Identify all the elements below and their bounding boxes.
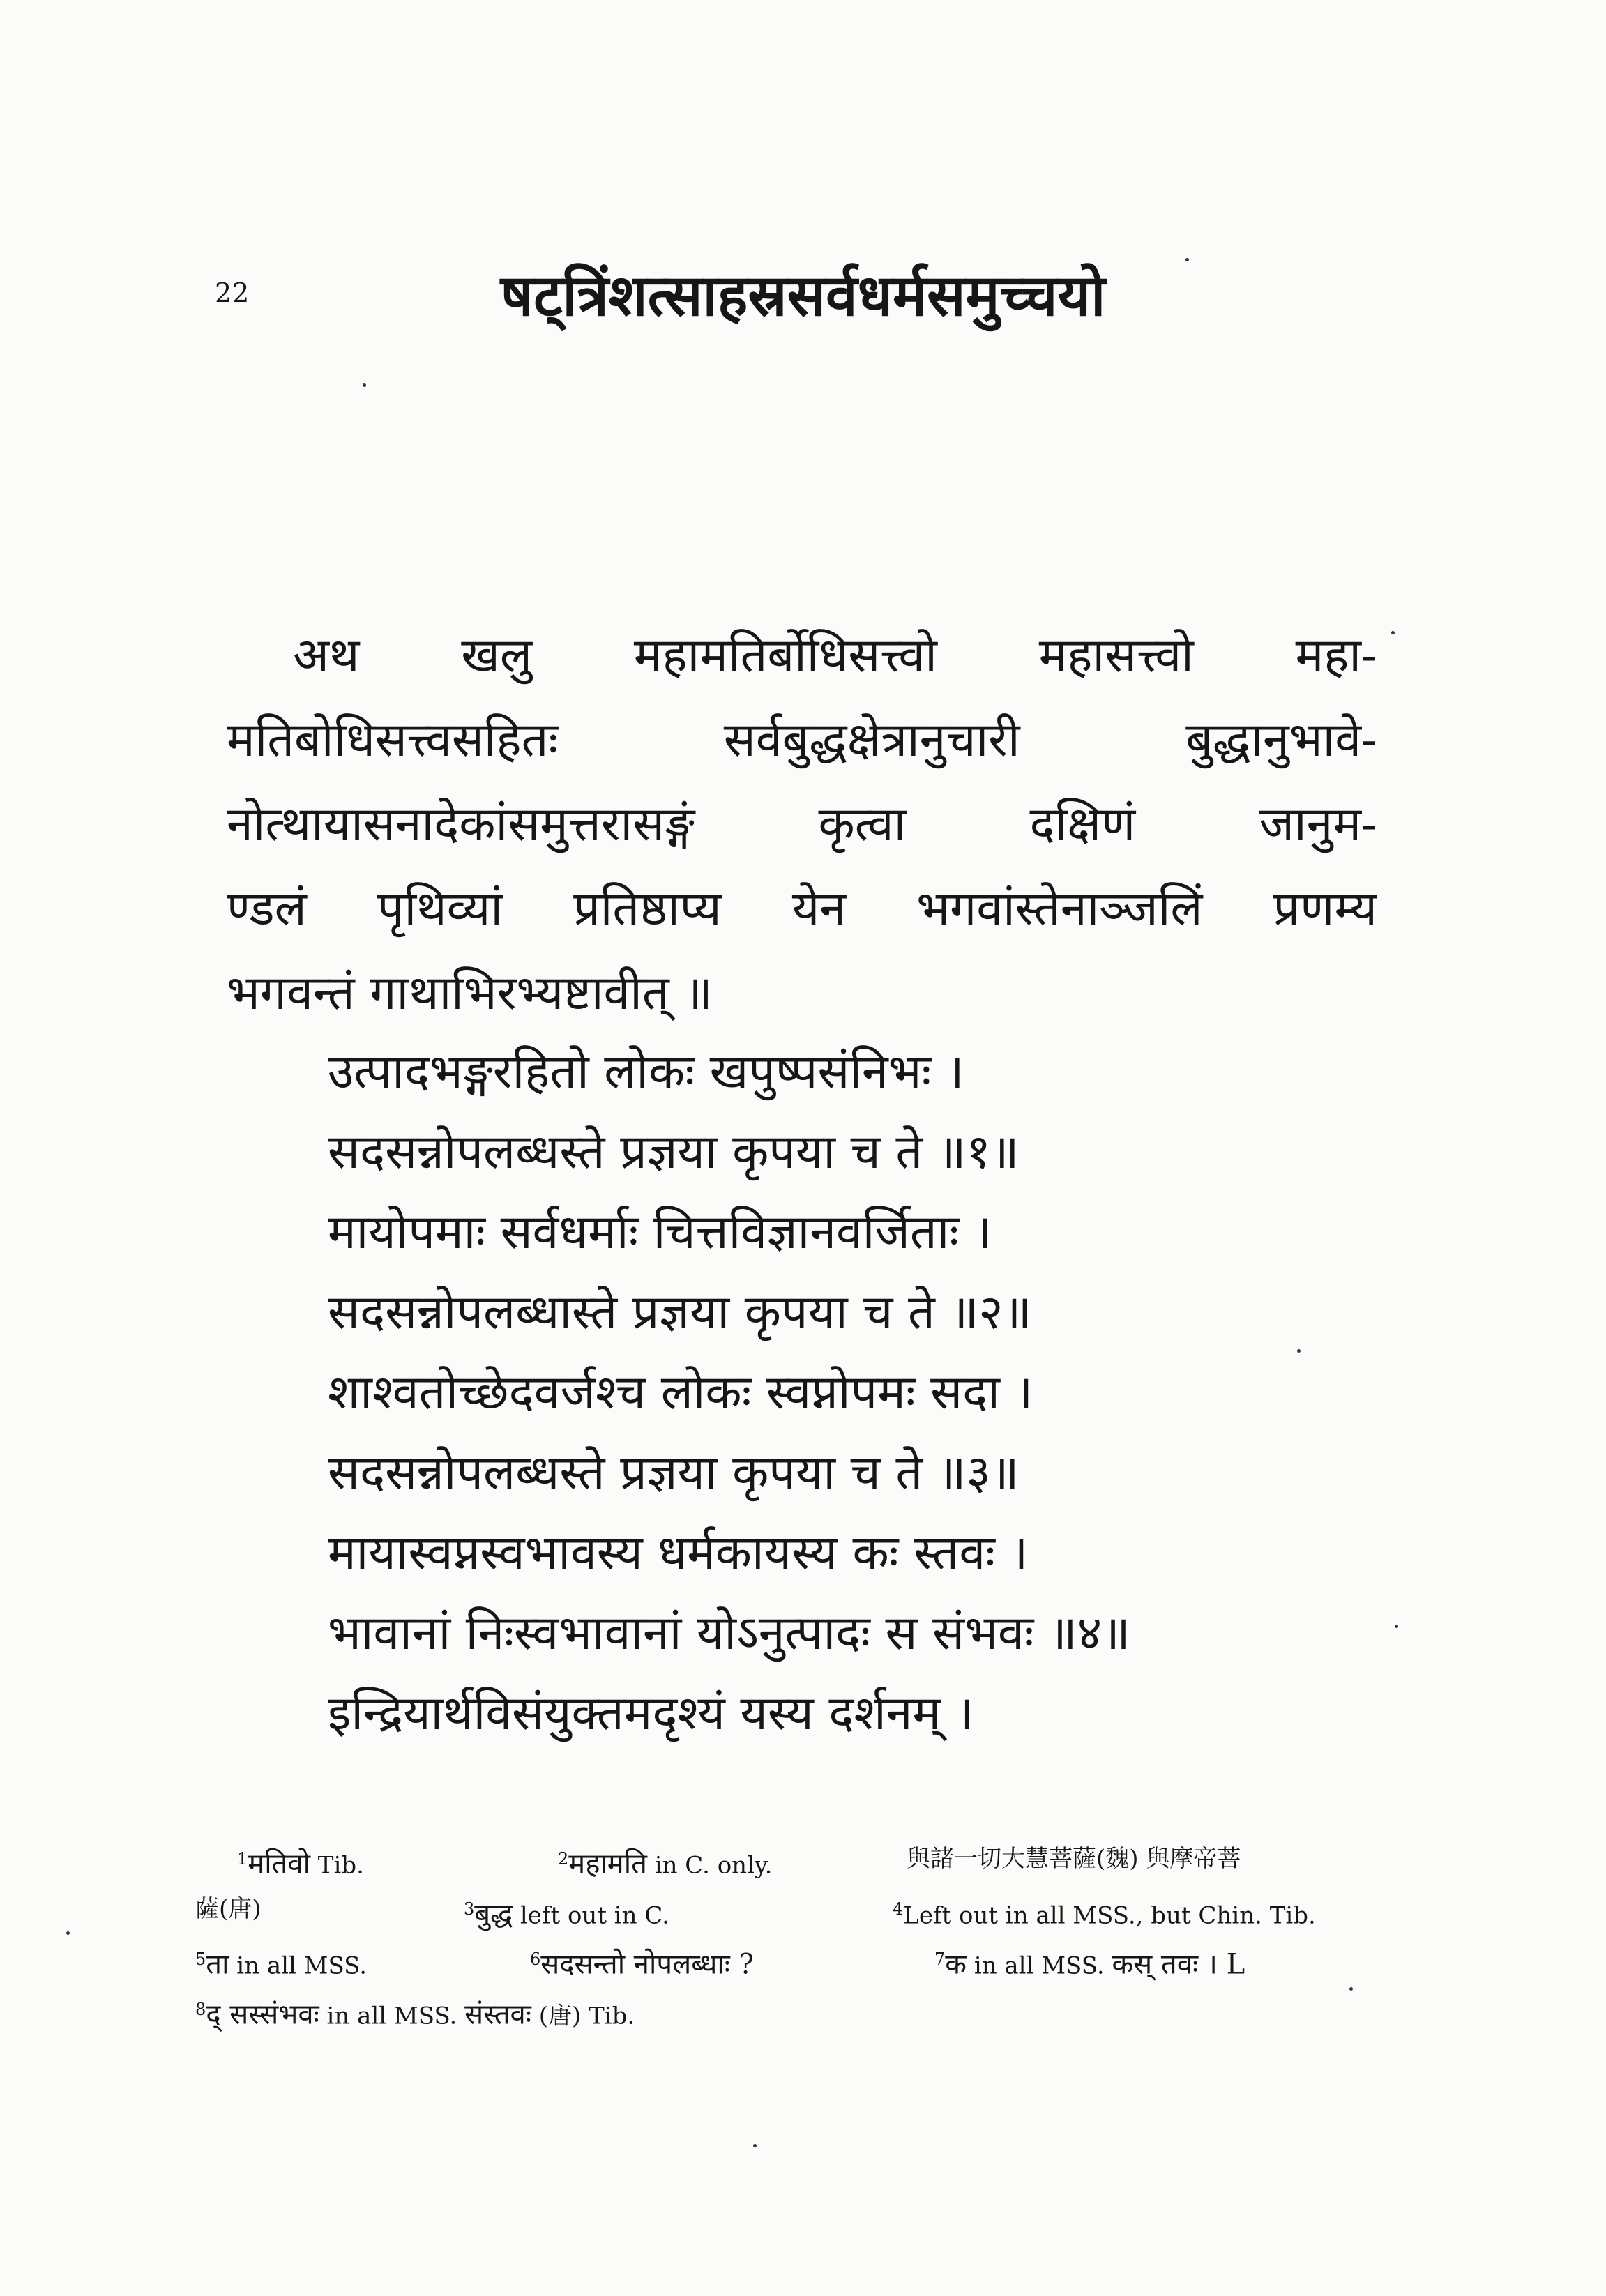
prose-paragraph	[227, 614, 1377, 1035]
verse-block	[328, 1032, 1402, 1754]
footnote-row	[195, 1884, 1374, 1934]
verse-line: सदसन्नोपलब्धस्ते प्रज्ञया कृपया च ते ॥१॥	[328, 1125, 1020, 1180]
footnote-5: $^5$ता in all MSS.	[195, 1948, 368, 1981]
prose-line: अथ खलु महामतिर्बोधिसत्त्वो महासत्त्वो महा-	[293, 628, 1377, 683]
verse-line: उत्पादभङ्गरहितो लोकः खपुष्पसंनिभः ।	[328, 1044, 964, 1100]
footnote-row	[195, 1934, 1374, 1984]
prose-line: नोत्थायासनादेकांसमुत्तरासङ्गं कृत्वा दक्षिणं जानुम-	[227, 797, 1377, 852]
footnote-3: $^3$बुद्ध left out in C.	[464, 1898, 669, 1931]
scan-speck	[1391, 631, 1395, 634]
footnotes	[195, 1834, 1374, 2035]
verse-line: मायोपमाः सर्वधर्माः चित्तविज्ञानवर्जिताः ।	[328, 1205, 992, 1260]
footnote-1: $^1$मतिवो Tib.	[237, 1848, 364, 1880]
footnote-2: $^2$महामति in C. only.	[558, 1848, 773, 1880]
scan-speck	[753, 2144, 757, 2147]
scan-speck	[1297, 1349, 1301, 1353]
scan-speck	[1349, 1987, 1353, 1991]
footnote-2-chinese: 與諸一切大慧菩薩(魏) 與摩帝菩	[907, 1845, 1241, 1873]
page-number: 22	[215, 278, 250, 308]
footnote-2-chinese-cont: 薩(唐)	[195, 1895, 262, 1923]
prose-line: भगवन्तं गाथाभिरभ्यष्टावीत् ॥	[227, 966, 713, 1021]
verse-line: सदसन्नोपलब्धस्ते प्रज्ञया कृपया च ते ॥३॥	[328, 1445, 1020, 1500]
prose-line: मतिबोधिसत्त्वसहितः सर्वबुद्धक्षेत्रानुचारी बुद्धानुभावे-	[227, 713, 1377, 768]
running-title: षट्त्रिंशत्साहस्रसर्वधर्मसमुच्चयो	[500, 262, 1106, 329]
verse-line: सदसन्नोपलब्धास्ते प्रज्ञया कृपया च ते ॥२॥	[328, 1285, 1032, 1340]
prose-line: ण्डलं पृथिव्यां प्रतिष्ठाप्य येन भगवांस्तेनाञ्जलिं प्रणम्य	[227, 881, 1377, 936]
footnote-divider	[185, 1799, 1363, 1800]
verse-line: मायास्वप्नस्वभावस्य धर्मकायस्य कः स्तवः ।	[328, 1526, 1029, 1581]
scan-speck	[66, 1931, 70, 1935]
footnote-8: $^8$द् सस्संभवः in all MSS. संस्तवः (唐) Tib.	[195, 1998, 635, 2031]
footnote-4: $^4$Left out in all MSS., but Chin. Tib.	[893, 1899, 1316, 1930]
footnote-row	[195, 1984, 1374, 2035]
scan-speck	[1395, 1625, 1398, 1628]
verse-line: इन्द्रियार्थविसंयुक्तमदृश्यं यस्य दर्शनम् ।	[328, 1686, 974, 1741]
scan-speck	[363, 383, 366, 387]
verse-line: शाश्वतोच्छेदवर्जश्च लोकः स्वप्नोपमः सदा ।	[328, 1365, 1033, 1420]
footnote-6: $^6$सदसन्तो नोपलब्धाः ?	[530, 1948, 754, 1981]
footnote-7: $^7$क in all MSS. कस् तवः । L	[934, 1948, 1245, 1981]
scan-speck	[1185, 258, 1189, 261]
verse-line: भावानां निःस्वभावानां योऽनुत्पादः स संभवः ॥४॥	[328, 1606, 1130, 1661]
footnote-row	[195, 1834, 1374, 1884]
